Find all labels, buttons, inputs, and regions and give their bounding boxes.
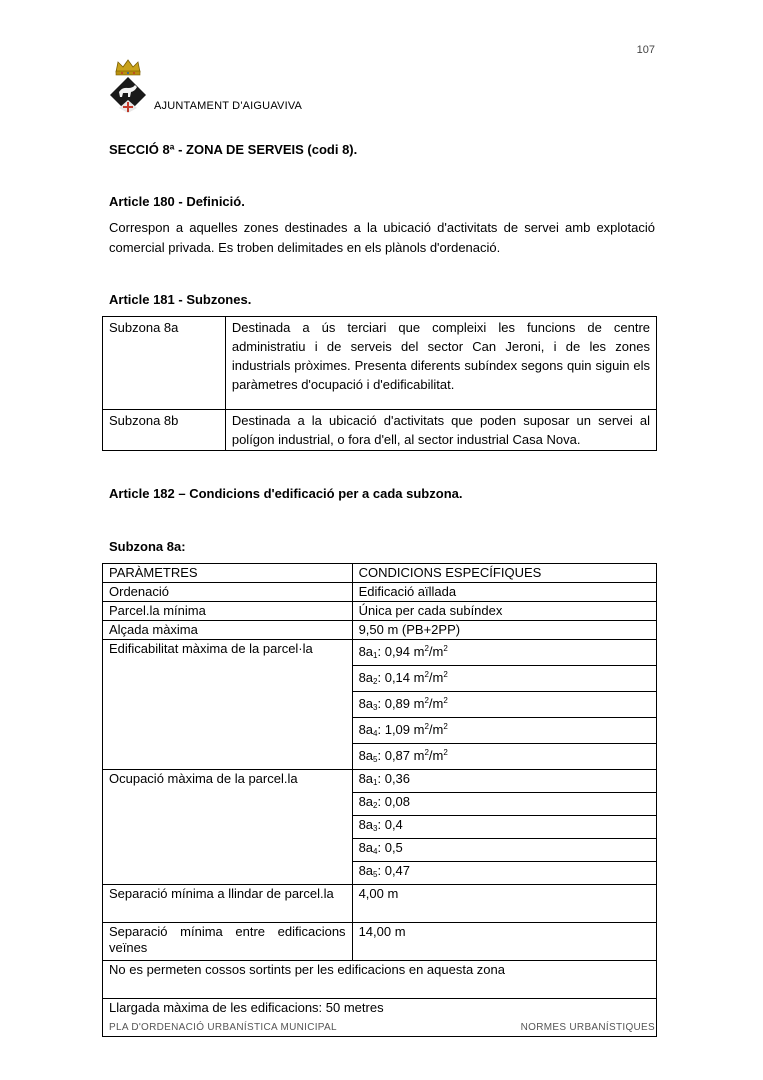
footer-plan-title: PLA D'ORDENACIÓ URBANÍSTICA MUNICIPAL — [109, 1022, 337, 1033]
parameter-value: $8a_3$: 0,89 $m^2/m^2$ — [352, 692, 656, 718]
parameter-value: $8a_3$: 0,4 — [352, 816, 656, 839]
parameters-table — [102, 563, 657, 1037]
subzones-table — [102, 316, 657, 451]
table-row — [103, 602, 657, 621]
article-181-title: Article 181 - Subzones. — [109, 292, 252, 307]
article-180-title: Article 180 - Definició. — [109, 194, 245, 209]
table-row — [103, 621, 657, 640]
parameter-label: Alçada màxima — [103, 621, 353, 640]
parameter-value: 14,00 m — [352, 923, 656, 961]
parameter-value: $8a_1$: 0,94 $m^2/m^2$ — [352, 640, 656, 666]
column-header: PARÀMETRES — [103, 564, 353, 583]
table-note: No es permeten cossos sortints per les edificacions en aquesta zona — [103, 961, 657, 999]
parameter-value: $8a_5$: 0,87 $m^2/m^2$ — [352, 744, 656, 770]
subzone-8a-title: Subzona 8a: — [109, 539, 186, 554]
parameter-value: $8a_4$: 1,09 $m^2/m^2$ — [352, 718, 656, 744]
table-row — [103, 583, 657, 602]
table-row — [103, 885, 657, 923]
footer-document-title: NORMES URBANÍSTIQUES — [520, 1022, 655, 1033]
subzone-name: Subzona 8a — [103, 317, 226, 410]
subzone-description: Destinada a la ubicació d'activitats que poden suposar un servei al polígon industrial, o fora d'ell, al sector industrial Casa Nova. — [225, 410, 656, 451]
parameter-label: Ordenació — [103, 583, 353, 602]
parameter-value: $8a_5$: 0,47 — [352, 862, 656, 885]
parameter-label: Separació mínima entre edificacions veïnes — [103, 923, 353, 961]
parameter-value: $8a_2$: 0,14 $m^2/m^2$ — [352, 666, 656, 692]
table-row — [103, 640, 657, 666]
parameter-value: $8a_4$: 0,5 — [352, 839, 656, 862]
subzone-description: Destinada a ús terciari que compleixi les funcions de centre administratiu i de serveis del sector Can Jeroni, i de les zones industrials pròximes. Presenta diferents subíndex segons quin siguin els paràmetres d'ocupació i d'edificabilitat. — [225, 317, 656, 410]
page-number: 107 — [636, 44, 655, 56]
parameter-value: 4,00 m — [352, 885, 656, 923]
table-row — [103, 923, 657, 961]
parameter-value: $8a_1$: 0,36 — [352, 770, 656, 793]
parameter-value: Edificació aïllada — [352, 583, 656, 602]
article-182-title: Article 182 – Condicions d'edificació per a cada subzona. — [109, 486, 463, 501]
subzone-name: Subzona 8b — [103, 410, 226, 451]
table-row — [103, 961, 657, 999]
parameter-label: Separació mínima a llindar de parcel.la — [103, 885, 353, 923]
parameter-value: $8a_2$: 0,08 — [352, 793, 656, 816]
table-note: Llargada màxima de les edificacions: 50 metres — [103, 999, 657, 1037]
parameter-value: Única per cada subíndex — [352, 602, 656, 621]
table-row — [103, 770, 657, 793]
table-row — [103, 410, 657, 451]
parameter-label: Parcel.la mínima — [103, 602, 353, 621]
parameter-value: 9,50 m (PB+2PP) — [352, 621, 656, 640]
section-title: SECCIÓ 8ª - ZONA DE SERVEIS (codi 8). — [109, 142, 358, 157]
article-180-text: Correspon a aquelles zones destinades a la ubicació d'activitats de servei amb explotació comercial privada. Es troben delimitades en els plànols d'ordenació. — [109, 220, 655, 255]
table-row — [103, 564, 657, 583]
parameter-label: Edificabilitat màxima de la parcel·la — [103, 640, 353, 770]
coat-of-arms-icon — [108, 58, 148, 114]
table-row — [103, 317, 657, 410]
column-header: CONDICIONS ESPECÍFIQUES — [352, 564, 656, 583]
council-name: AJUNTAMENT D'AIGUAVIVA — [154, 100, 303, 112]
parameter-label: Ocupació màxima de la parcel.la — [103, 770, 353, 885]
